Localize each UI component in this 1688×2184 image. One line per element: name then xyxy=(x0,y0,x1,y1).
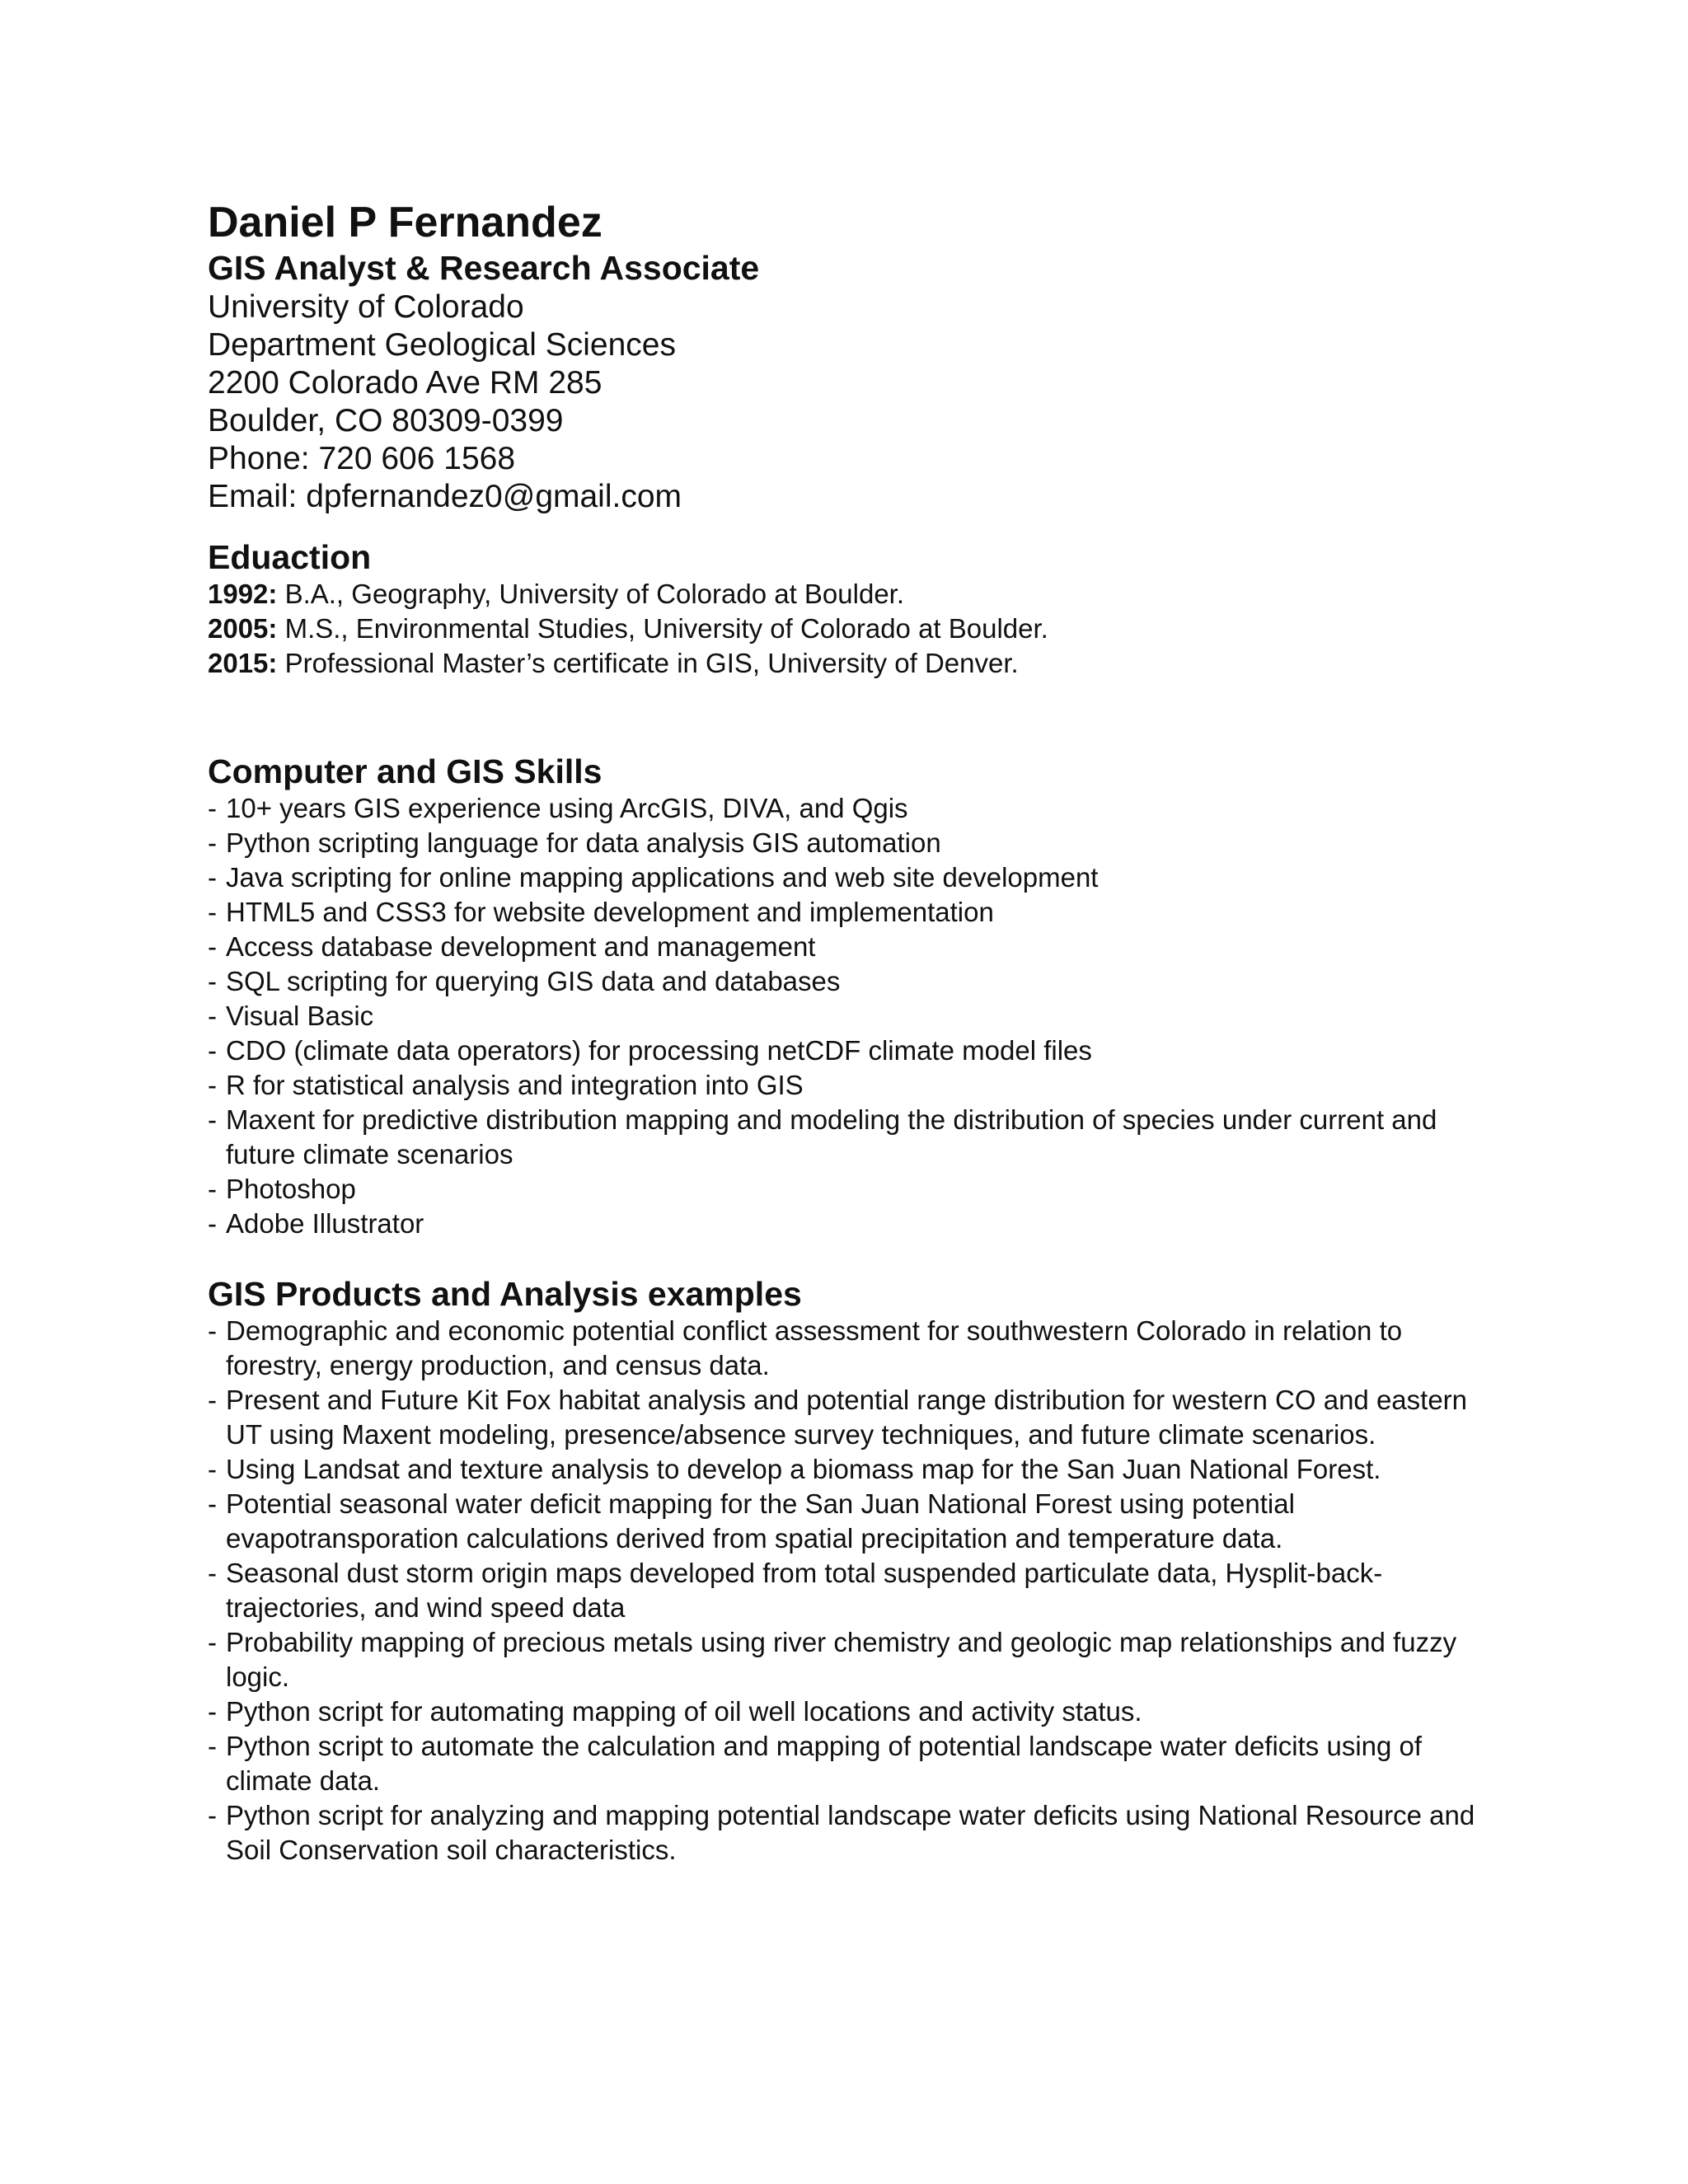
list-item xyxy=(208,1729,1493,1798)
product-text: Python script for automating mapping of oil well locations and activity status. xyxy=(226,1696,1142,1727)
product-text: Python script for analyzing and mapping potential landscape water deficits using National Resource and Soil Conservation soil characteristics. xyxy=(226,1800,1475,1865)
education-year: 2005: xyxy=(208,613,278,644)
skill-text: 10+ years GIS experience using ArcGIS, DIVA, and Qgis xyxy=(226,793,908,823)
contact-city: Boulder, CO 80309-0399 xyxy=(208,403,564,438)
bullet-dash: - xyxy=(208,1315,217,1346)
bullet-dash: - xyxy=(208,862,217,893)
list-item xyxy=(208,1452,1493,1487)
bullet-dash: - xyxy=(208,1070,217,1100)
product-text: Demographic and economic potential conflict assessment for southwestern Colorado in relation to forestry, energy production, and census data. xyxy=(226,1315,1403,1380)
bullet-dash: - xyxy=(208,1731,217,1761)
list-item xyxy=(208,1103,1493,1172)
education-year: 1992: xyxy=(208,579,278,609)
list-item xyxy=(208,791,1493,826)
products-section xyxy=(208,1274,1493,1868)
product-text: Probability mapping of precious metals using river chemistry and geologic map relationships and fuzzy logic. xyxy=(226,1627,1457,1692)
skill-text: Maxent for predictive distribution mapping and modeling the distribution of species under current and future climate scenarios xyxy=(226,1104,1437,1169)
bullet-dash: - xyxy=(208,1454,217,1484)
education-entry xyxy=(208,577,1493,612)
bullet-dash: - xyxy=(208,897,217,927)
education-degree: Professional Master’s certificate in GIS, University of Denver. xyxy=(277,648,1019,678)
list-item xyxy=(208,964,1493,999)
list-item xyxy=(208,860,1493,895)
list-item xyxy=(208,1314,1493,1383)
list-item xyxy=(208,1383,1493,1452)
skill-text: Visual Basic xyxy=(226,1001,374,1031)
skill-text: Access database development and management xyxy=(226,931,816,962)
bullet-dash: - xyxy=(208,1696,217,1727)
list-item xyxy=(208,826,1493,860)
skill-text: Java scripting for online mapping applications and web site development xyxy=(226,862,1099,893)
skills-section xyxy=(208,752,1493,1241)
bullet-dash: - xyxy=(208,966,217,996)
list-item xyxy=(208,895,1493,930)
contact-phone: Phone: 720 606 1568 xyxy=(208,441,516,476)
bullet-dash: - xyxy=(208,1208,217,1239)
job-title: GIS Analyst & Research Associate xyxy=(208,249,760,287)
product-text: Seasonal dust storm origin maps developed from total suspended particulate data, Hysplit-back-trajectories, and wind speed data xyxy=(226,1558,1383,1623)
skill-text: CDO (climate data operators) for processing netCDF climate model files xyxy=(226,1035,1092,1066)
bullet-dash: - xyxy=(208,1627,217,1657)
education-degree: M.S., Environmental Studies, University of Colorado at Boulder. xyxy=(277,613,1048,644)
contact-street: 2200 Colorado Ave RM 285 xyxy=(208,365,603,401)
bullet-dash: - xyxy=(208,1001,217,1031)
resume-name: Daniel P Fernandez xyxy=(208,199,603,246)
skill-text: R for statistical analysis and integration into GIS xyxy=(226,1070,804,1100)
skill-text: SQL scripting for querying GIS data and databases xyxy=(226,966,841,996)
education-degree: B.A., Geography, University of Colorado at Boulder. xyxy=(277,579,905,609)
product-text: Python script to automate the calculation and mapping of potential landscape water deficits using of climate data. xyxy=(226,1731,1423,1796)
education-entry xyxy=(208,646,1493,681)
list-item xyxy=(208,1068,1493,1103)
skill-text: HTML5 and CSS3 for website development and implementation xyxy=(226,897,994,927)
list-item xyxy=(208,930,1493,964)
bullet-dash: - xyxy=(208,793,217,823)
education-section xyxy=(208,537,1493,681)
contact-university: University of Colorado xyxy=(208,289,524,325)
skill-text: Python scripting language for data analysis GIS automation xyxy=(226,827,941,858)
list-item xyxy=(208,1172,1493,1207)
education-entry xyxy=(208,612,1493,646)
list-item xyxy=(208,1207,1493,1241)
list-item xyxy=(208,1033,1493,1068)
bullet-dash: - xyxy=(208,1558,217,1588)
bullet-dash: - xyxy=(208,827,217,858)
products-heading: GIS Products and Analysis examples xyxy=(208,1275,802,1313)
skill-text: Adobe Illustrator xyxy=(226,1208,424,1239)
list-item xyxy=(208,1556,1493,1625)
resume-page xyxy=(208,198,1493,1868)
product-text: Using Landsat and texture analysis to develop a biomass map for the San Juan National Forest. xyxy=(226,1454,1381,1484)
bullet-dash: - xyxy=(208,1800,217,1830)
skills-list xyxy=(208,791,1493,1241)
bullet-dash: - xyxy=(208,1104,217,1135)
education-year: 2015: xyxy=(208,648,278,678)
list-item xyxy=(208,999,1493,1033)
skill-text: Photoshop xyxy=(226,1174,356,1204)
bullet-dash: - xyxy=(208,1488,217,1519)
bullet-dash: - xyxy=(208,1035,217,1066)
contact-email: Email: dpfernandez0@gmail.com xyxy=(208,479,682,514)
list-item xyxy=(208,1694,1493,1729)
list-item xyxy=(208,1625,1493,1694)
list-item xyxy=(208,1798,1493,1868)
list-item xyxy=(208,1487,1493,1556)
skills-heading: Computer and GIS Skills xyxy=(208,752,603,790)
bullet-dash: - xyxy=(208,1385,217,1415)
contact-block xyxy=(208,288,1493,516)
contact-department: Department Geological Sciences xyxy=(208,327,676,363)
products-list xyxy=(208,1314,1493,1868)
product-text: Potential seasonal water deficit mapping for the San Juan National Forest using potential evapotransporation calculations derived from spatial precipitation and temperature data. xyxy=(226,1488,1295,1554)
education-heading: Eduaction xyxy=(208,538,372,576)
bullet-dash: - xyxy=(208,1174,217,1204)
bullet-dash: - xyxy=(208,931,217,962)
product-text: Present and Future Kit Fox habitat analysis and potential range distribution for western CO and eastern UT using Maxent modeling, presence/absence survey techniques, and future climate scenarios. xyxy=(226,1385,1468,1450)
